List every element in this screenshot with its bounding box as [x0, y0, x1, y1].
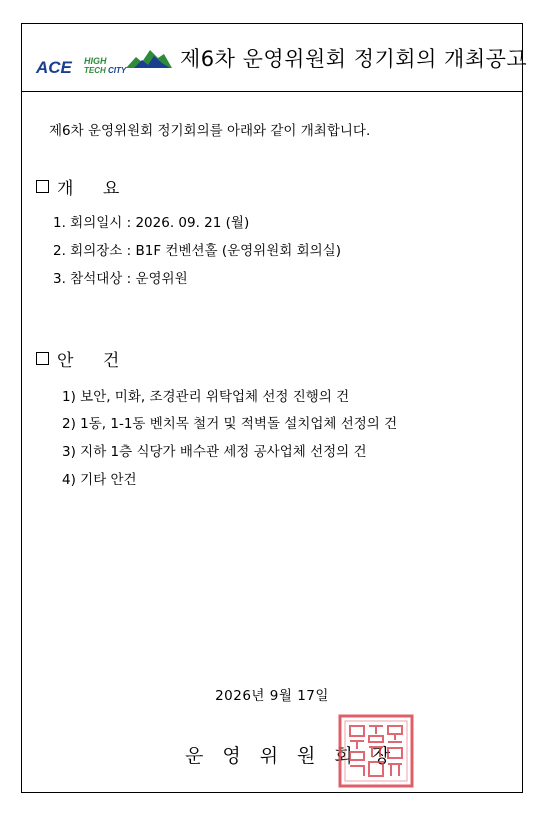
agenda-heading-label: 안 건: [57, 351, 132, 371]
notice-date: 2026년 9월 17일: [215, 688, 329, 704]
notice-document: [21, 23, 528, 793]
signer-name: 운영위원회장: [185, 745, 410, 767]
svg-text:TECH: TECH: [84, 66, 106, 75]
overview-item: 2. 회의장소 : B1F 컨벤션홀 (운영위원회 회의실): [53, 243, 341, 259]
intro-text: 제6차 운영위원회 정기회의를 아래와 같이 개최합니다.: [49, 123, 371, 139]
notice-title: 제6차 운영위원회 정기회의 개최공고: [180, 47, 528, 71]
overview-item: 3. 참석대상 : 운영위원: [53, 271, 188, 287]
agenda-heading: [36, 346, 131, 371]
checkbox-square-icon: [36, 180, 49, 193]
official-seal-stamp: [338, 714, 414, 788]
agenda-item: 4) 기타 안건: [62, 472, 137, 488]
checkbox-square-icon: [36, 352, 49, 365]
svg-text:CITY: CITY: [108, 66, 127, 75]
agenda-item: 1) 보안, 미화, 조경관리 위탁업체 선정 진행의 건: [62, 389, 350, 405]
ace-high-tech-city-logo: [34, 44, 174, 78]
svg-text:HIGH: HIGH: [84, 56, 107, 66]
svg-text:ACE: ACE: [36, 58, 72, 77]
document-header: [22, 24, 528, 92]
overview-item: 1. 회의일시 : 2026. 09. 21 (월): [53, 215, 250, 231]
agenda-item: 3) 지하 1층 식당가 배수관 세정 공사업체 선정의 건: [62, 444, 367, 460]
overview-heading: [36, 174, 131, 199]
overview-heading-label: 개 요: [57, 179, 132, 199]
agenda-item: 2) 1동, 1-1동 벤치목 철거 및 적벽돌 설치업체 선정의 건: [62, 416, 398, 432]
